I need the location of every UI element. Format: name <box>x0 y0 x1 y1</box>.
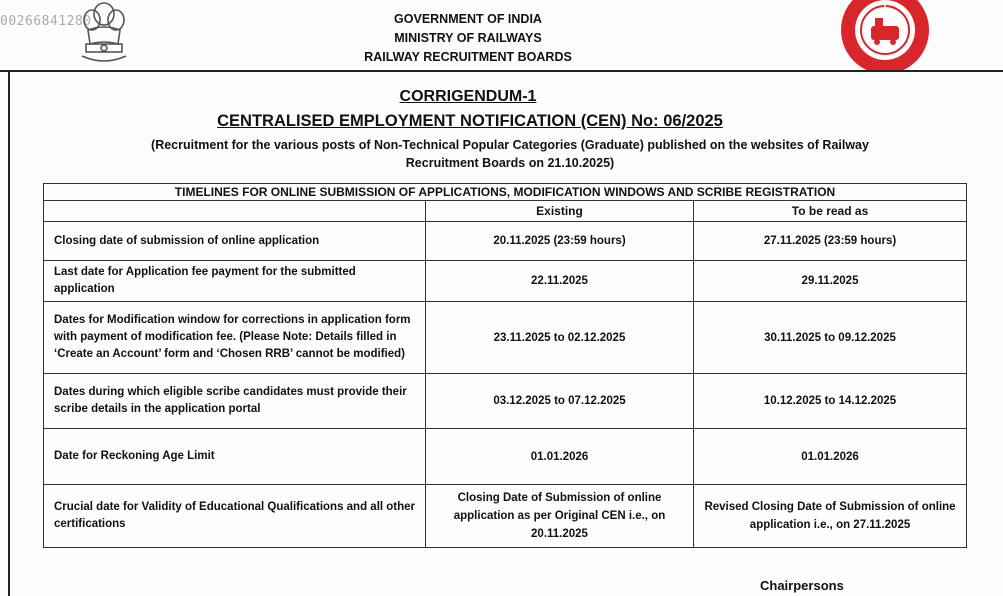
table-title: TIMELINES FOR ONLINE SUBMISSION OF APPLICATIONS, MODIFICATION WINDOWS AND SCRIBE REGISTRATION <box>44 184 967 201</box>
header-boards: RAILWAY RECRUITMENT BOARDS <box>364 50 572 64</box>
subtitle-line-1: (Recruitment for the various posts of Non-Technical Popular Categories (Graduate) published on the websites of Railway <box>151 138 869 152</box>
row-label: Dates during which eligible scribe candidates must provide their scribe details in the application portal <box>44 374 426 429</box>
column-header-read-as: To be read as <box>694 201 967 222</box>
watermark-text: 00266841280 <box>0 14 92 29</box>
table-title-row <box>44 184 967 201</box>
row-label: Date for Reckoning Age Limit <box>44 429 426 485</box>
row-label: Closing date of submission of online application <box>44 222 426 261</box>
column-header-existing: Existing <box>426 201 694 222</box>
issuing-authority <box>300 10 636 67</box>
row-existing: 20.11.2025 (23:59 hours) <box>426 222 694 261</box>
table-row <box>44 374 967 429</box>
header-divider <box>0 70 1003 72</box>
header-government: GOVERNMENT OF INDIA <box>394 12 542 26</box>
indian-railways-logo-icon <box>837 0 933 70</box>
chairpersons-signature: Chairpersons <box>760 578 844 593</box>
row-read-as: 30.11.2025 to 09.12.2025 <box>694 302 967 374</box>
table-row <box>44 302 967 374</box>
row-read-as: 27.11.2025 (23:59 hours) <box>694 222 967 261</box>
table-row <box>44 222 967 261</box>
column-header-description <box>44 201 426 222</box>
corrigendum-heading: CORRIGENDUM-1 <box>399 88 537 105</box>
row-label: Last date for Application fee payment for the submitted application <box>44 261 426 302</box>
table-row <box>44 485 967 548</box>
table-row <box>44 261 967 302</box>
row-read-as: 10.12.2025 to 14.12.2025 <box>694 374 967 429</box>
row-label: Dates for Modification window for corrections in application form with payment of modification fee. (Please Note: Details filled in ‘Create an Account’ form and ‘Chosen RRB’ cannot be modified) <box>44 302 426 374</box>
header-ministry: MINISTRY OF RAILWAYS <box>394 31 542 45</box>
row-read-as: Revised Closing Date of Submission of online application i.e., on 27.11.2025 <box>694 485 967 548</box>
table-header-row <box>44 201 967 222</box>
row-existing: 22.11.2025 <box>426 261 694 302</box>
row-existing: 03.12.2025 to 07.12.2025 <box>426 374 694 429</box>
timelines-table <box>43 183 967 548</box>
row-existing: Closing Date of Submission of online application as per Original CEN i.e., on 20.11.2025 <box>426 485 694 548</box>
row-existing: 23.11.2025 to 02.12.2025 <box>426 302 694 374</box>
row-existing: 01.01.2026 <box>426 429 694 485</box>
national-emblem-icon <box>78 0 130 66</box>
row-label: Crucial date for Validity of Educational Qualifications and all other certifications <box>44 485 426 548</box>
page-left-border <box>8 70 10 596</box>
row-read-as: 01.01.2026 <box>694 429 967 485</box>
table-row <box>44 429 967 485</box>
row-read-as: 29.11.2025 <box>694 261 967 302</box>
subtitle-line-2: Recruitment Boards on 21.10.2025) <box>405 156 615 170</box>
notice-subtitle <box>120 136 900 172</box>
cen-title: CENTRALISED EMPLOYMENT NOTIFICATION (CEN) No: 06/2025 <box>217 112 723 130</box>
